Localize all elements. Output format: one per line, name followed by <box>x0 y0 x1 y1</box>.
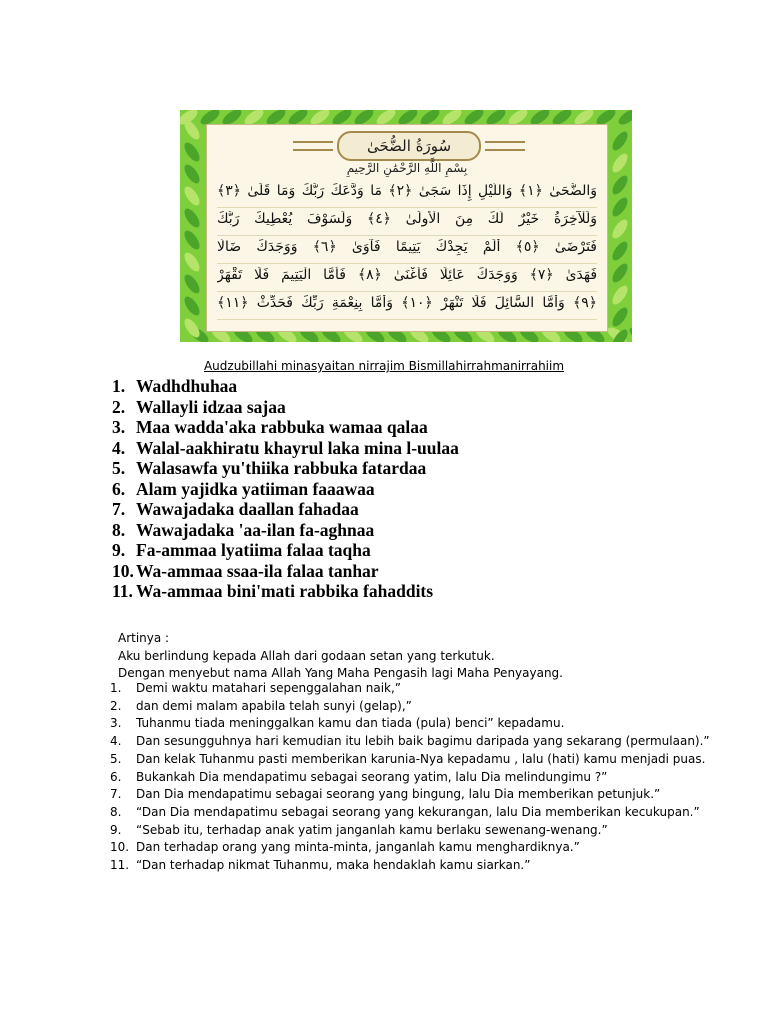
list-item <box>110 733 710 751</box>
leaf-ornament <box>610 261 631 285</box>
list-item <box>112 540 459 561</box>
list-item <box>110 839 710 857</box>
item-number: 3. <box>112 417 126 437</box>
list-item <box>110 769 710 787</box>
item-text: Maa wadda'aka rabbuka wamaa qalaa <box>136 417 428 437</box>
ta-awwudh-heading: Audzubillahi minasyaitan nirrajim Bismillahirrahmanirrahiim <box>203 359 565 373</box>
transliteration-list <box>112 376 459 602</box>
leaf-ornament <box>182 140 203 164</box>
item-text: Demi waktu matahari sepenggalahan naik,” <box>136 681 402 695</box>
item-text: Wawajadaka 'aa-ilan fa-aghnaa <box>136 519 375 540</box>
item-text: Dan terhadap orang yang minta-minta, janganlah kamu menghardiknya.” <box>136 840 580 855</box>
leaf-ornament <box>182 228 203 252</box>
item-text: Dan kelak Tuhanmu pasti memberikan karunia-Nya kepadamu , lalu (hati) kamu menjadi puas. <box>136 751 706 766</box>
leaf-ornament <box>182 294 203 318</box>
arabic-verse-line: فَتَرْضَىٰ ﴿٥﴾ أَلَمْ يَجِدْكَ يَتِيمًا فَآوَىٰ ﴿٦﴾ وَوَجَدَكَ ضَالًّا <box>217 239 597 264</box>
item-number: 10. <box>110 840 130 855</box>
item-text: Dan Dia mendapatimu sebagai seorang yang bingung, lalu Dia memberikan petunjuk.” <box>136 787 661 802</box>
leaf-ornament <box>610 151 631 175</box>
item-text: “Sebab itu, terhadap anak yatim janganlah kamu berlaku sewenang-wenang.” <box>136 822 608 837</box>
item-number: 9. <box>110 822 122 837</box>
item-text: Alam yajidka yatiiman faaawaa <box>136 478 375 499</box>
item-text: Tuhanmu tiada meninggalkan kamu dan tiada (pula) benci” kepadamu. <box>136 716 565 731</box>
list-item <box>112 499 459 520</box>
list-item <box>110 751 710 769</box>
item-number: 11. <box>112 581 133 601</box>
list-item <box>110 857 710 875</box>
item-number: 2. <box>112 396 126 417</box>
item-number: 8. <box>112 519 126 540</box>
list-item <box>110 804 710 822</box>
list-item <box>112 479 459 500</box>
leaf-ornament <box>182 162 203 186</box>
item-text: Fa-ammaa lyatiima falaa taqha <box>136 540 371 560</box>
item-number: 4. <box>110 734 122 749</box>
surah-title: سُورَةُ الضُّحَىٰ <box>337 131 481 161</box>
leaf-ornament <box>610 195 631 219</box>
list-item <box>112 376 459 397</box>
item-text: “Dan Dia mendapatimu sebagai seorang yang kekurangan, lalu Dia memberikan kecukupan.” <box>136 804 700 819</box>
item-text: Walasawfa yu'thiika rabbuka fatardaa <box>136 458 427 478</box>
list-item <box>110 698 710 716</box>
list-item <box>112 581 459 602</box>
leaf-ornament <box>610 129 631 153</box>
leaf-ornament <box>610 173 631 197</box>
list-item <box>112 458 459 479</box>
item-number: 11. <box>110 858 130 873</box>
item-text: dan demi malam apabila telah sunyi (gelap),” <box>136 698 412 713</box>
leaf-ornament <box>182 250 203 274</box>
item-text: Wawajadaka daallan fahadaa <box>136 499 359 519</box>
item-number: 10. <box>112 560 134 581</box>
item-number: 7. <box>112 499 126 519</box>
arabic-verse-line: وَالضُّحَىٰ ﴿١﴾ وَاللَّيْلِ إِذَا سَجَىٰ ﴿٢﴾ مَا وَدَّعَكَ رَبُّكَ وَمَا قَلَىٰ ﴿٣﴾ <box>217 183 597 208</box>
taawwudh-meaning: Aku berlindung kepada Allah dari godaan setan yang terkutuk. <box>118 648 495 663</box>
item-number: 4. <box>112 437 126 458</box>
meaning-list <box>110 680 710 875</box>
item-text: Wadhdhuhaa <box>136 376 238 396</box>
arabic-verse-line: وَلَلْآخِرَةُ خَيْرٌ لَّكَ مِنَ الْأُولَىٰ ﴿٤﴾ وَلَسَوْفَ يُعْطِيكَ رَبُّكَ <box>217 211 597 236</box>
basmala: بِسْمِ اللَّهِ الرَّحْمَٰنِ الرَّحِيمِ <box>346 161 468 175</box>
leaf-ornament <box>182 184 203 208</box>
item-text: Wallayli idzaa sajaa <box>136 396 286 417</box>
meaning-label: Artinya : <box>118 631 170 645</box>
leaf-ornament <box>616 110 632 127</box>
item-number: 5. <box>110 751 122 766</box>
basmala-meaning: Dengan menyebut nama Allah Yang Maha Pengasih lagi Maha Penyayang. <box>118 666 563 680</box>
item-text: Wa-ammaa bini'mati rabbika fahaddits <box>136 581 434 601</box>
list-item <box>110 715 710 733</box>
item-number: 1. <box>112 376 126 396</box>
item-number: 1. <box>110 681 122 695</box>
item-text: Bukankah Dia mendapatimu sebagai seorang yatim, lalu Dia melindungimu ?” <box>136 769 608 784</box>
list-item <box>110 822 710 840</box>
item-text: Walal-aakhiratu khayrul laka mina l-uulaa <box>136 437 459 458</box>
item-number: 6. <box>112 478 126 499</box>
list-item <box>112 417 459 438</box>
item-number: 5. <box>112 458 126 478</box>
quran-surah-image <box>180 110 632 342</box>
item-text: Wa-ammaa ssaa-ila falaa tanhar <box>136 560 379 581</box>
item-number: 8. <box>110 804 122 819</box>
item-text: Dan sesungguhnya hari kemudian itu lebih baik bagimu daripada yang sekarang (permulaan).” <box>136 734 710 749</box>
leaf-ornament <box>610 239 631 263</box>
leaf-ornament <box>182 272 203 296</box>
meaning-header <box>118 630 563 683</box>
list-item <box>110 680 710 698</box>
item-number: 3. <box>110 716 122 731</box>
item-number: 2. <box>110 698 122 713</box>
item-text: “Dan terhadap nikmat Tuhanmu, maka hendaklah kamu siarkan.” <box>136 858 531 873</box>
list-item <box>110 786 710 804</box>
item-number: 9. <box>112 540 126 560</box>
arabic-verse-line: فَهَدَىٰ ﴿٧﴾ وَوَجَدَكَ عَائِلًا فَأَغْنَىٰ ﴿٨﴾ فَأَمَّا الْيَتِيمَ فَلَا تَقْهَرْ <box>217 267 597 292</box>
item-number: 7. <box>110 787 122 802</box>
leaf-ornament <box>182 206 203 230</box>
leaf-ornament <box>627 325 632 342</box>
leaf-ornament <box>610 217 631 241</box>
list-item <box>112 397 459 418</box>
quran-page <box>206 124 608 332</box>
arabic-verse-line: ﴿٩﴾ وَأَمَّا السَّائِلَ فَلَا تَنْهَرْ ﴿١٠﴾ وَأَمَّا بِنِعْمَةِ رَبِّكَ فَحَدِّثْ ﴿١١﴾ <box>217 295 597 320</box>
list-item <box>112 520 459 541</box>
item-number: 6. <box>110 769 122 784</box>
list-item <box>112 561 459 582</box>
list-item <box>112 438 459 459</box>
leaf-ornament <box>610 283 631 307</box>
leaf-ornament <box>610 305 631 329</box>
